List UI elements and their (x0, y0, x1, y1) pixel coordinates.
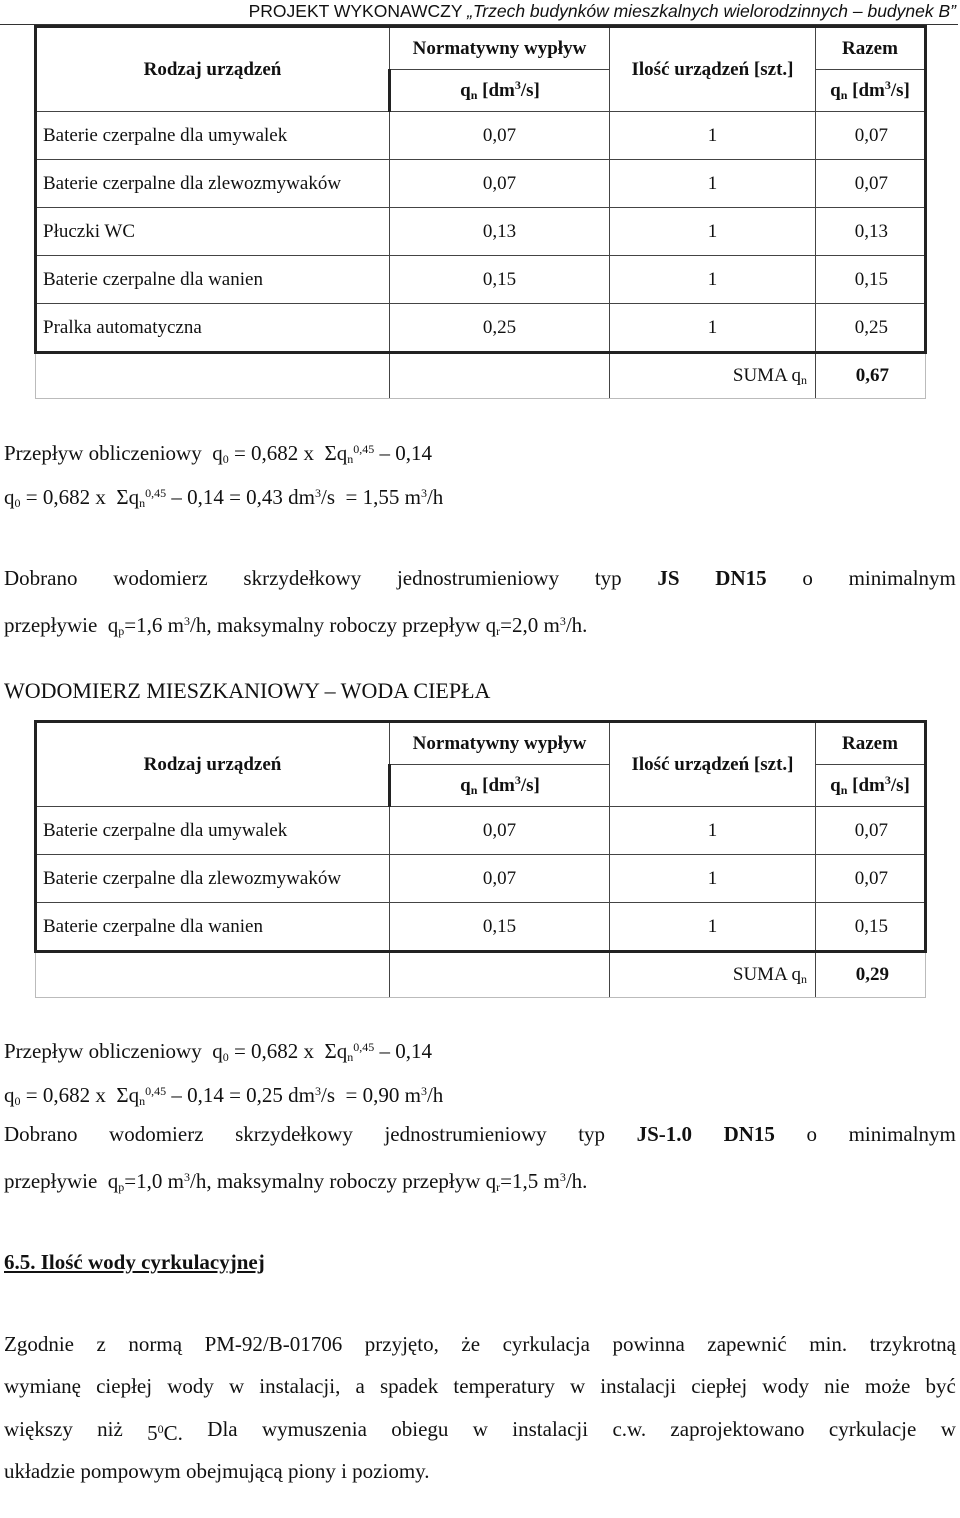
header-total-unit: $q_n$ $[dm^3/s]$ (816, 70, 926, 112)
fixture-total: 0,25 (816, 304, 926, 353)
fixture-name: Baterie czerpalne dla wanien (36, 256, 390, 304)
fixture-flow: 0,07 (390, 112, 610, 160)
fixture-flow: 0,07 (390, 807, 610, 855)
document-header (0, 0, 956, 22)
calc2-result: $q_0 = 0,682$ x $\Sigma q_n^{0,45} - 0,14 = 0,25$ $dm^3/s = 0,90$ $m^3/h$ (4, 1083, 444, 1108)
fixture-flow: 0,15 (390, 256, 610, 304)
fixture-count: 1 (610, 855, 816, 903)
paragraph-line-2: wymianę ciepłej wody w instalacji, a spadek temperatury w instalacji ciepłej wody nie może być (4, 1374, 956, 1398)
header-flow-title: Normatywny wypływ (390, 722, 610, 765)
calc2-meter-line2: przepływie $q_p=1,0$ $m^3/h$, maksymalny roboczy przepływ $q_r=1,5$ $m^3/h$. (4, 1169, 588, 1194)
fixture-total: 0,15 (816, 256, 926, 304)
sum-value: 0,29 (816, 952, 926, 998)
fixture-count: 1 (610, 208, 816, 256)
fixture-total: 0,07 (816, 855, 926, 903)
sum-value: 0,67 (816, 353, 926, 399)
calc1-formula: Przepływ obliczeniowy $q_0 = 0,682$ x $\Sigma q_n^{0,45} - 0,14$ (4, 441, 433, 466)
calc1-meter-line1: Dobrano wodomierz skrzydełkowy jednostrumieniowy typ JS DN15 o minimalnym (4, 566, 956, 590)
sum-blank (36, 952, 390, 998)
section-heading-6-5: 6.5. Ilość wody cyrkulacyjnej (4, 1250, 265, 1274)
table-row (36, 112, 926, 160)
fixtures-table-cold (34, 25, 927, 399)
calc1-meter-line2: przepływie $q_p=1,6$ $m^3/h$, maksymalny roboczy przepływ $q_r=2,0$ $m^3/h$. (4, 613, 588, 638)
sum-blank (390, 353, 610, 399)
table-row (36, 304, 926, 353)
sum-blank (36, 353, 390, 399)
fixture-flow: 0,13 (390, 208, 610, 256)
fixture-flow: 0,07 (390, 855, 610, 903)
header-name: Rodzaj urządzeń (36, 722, 390, 807)
header-name: Rodzaj urządzeń (36, 27, 390, 112)
fixture-flow: 0,07 (390, 160, 610, 208)
header-total-title: Razem (816, 722, 926, 765)
header-title: „Trzech budynków mieszkalnych wielorodzinnych – budynek B” (467, 1, 956, 21)
fixture-total: 0,07 (816, 160, 926, 208)
table-row (36, 903, 926, 952)
paragraph-line-4: układzie pompowym obejmującą piony i poziomy. (4, 1459, 430, 1483)
header-total-title: Razem (816, 27, 926, 70)
sum-row (36, 353, 926, 399)
table-row (36, 208, 926, 256)
sum-label: SUMA $q_n$ (610, 353, 816, 399)
header-prefix: PROJEKT WYKONAWCZY (248, 1, 468, 21)
header-flow-unit: $q_n$ $[dm^3/s]$ (390, 765, 610, 807)
fixture-name: Baterie czerpalne dla umywalek (36, 807, 390, 855)
fixture-count: 1 (610, 903, 816, 952)
fixture-name: Baterie czerpalne dla wanien (36, 903, 390, 952)
fixture-flow: 0,15 (390, 903, 610, 952)
fixture-total: 0,07 (816, 807, 926, 855)
fixture-total: 0,13 (816, 208, 926, 256)
fixture-name: Pralka automatyczna (36, 304, 390, 353)
section-title: WODOMIERZ MIESZKANIOWY – WODA CIEPŁA (4, 678, 491, 703)
fixture-flow: 0,25 (390, 304, 610, 353)
fixture-name: Baterie czerpalne dla umywalek (36, 112, 390, 160)
fixture-total: 0,07 (816, 112, 926, 160)
header-count: Ilość urządzeń [szt.] (610, 27, 816, 112)
fixture-total: 0,15 (816, 903, 926, 952)
header-flow-unit: $q_n$ $[dm^3/s]$ (390, 70, 610, 112)
sum-label: SUMA $q_n$ (610, 952, 816, 998)
table-row (36, 160, 926, 208)
fixtures-table-hot (34, 720, 927, 998)
calc1-result: $q_0 = 0,682$ x $\Sigma q_n^{0,45} - 0,14 = 0,43$ $dm^3/s = 1,55$ $m^3/h$ (4, 485, 444, 510)
table-row (36, 807, 926, 855)
fixture-name: Płuczki WC (36, 208, 390, 256)
fixture-count: 1 (610, 304, 816, 353)
sum-row (36, 952, 926, 998)
fixture-count: 1 (610, 160, 816, 208)
paragraph-line-1: Zgodnie z normą PM-92/B-01706 przyjęto, że cyrkulacja powinna zapewnić min. trzykrotną (4, 1332, 956, 1356)
paragraph-line-3: większy niż $5^0C$. Dla wymuszenia obiegu w instalacji c.w. zaprojektowano cyrkulacje w (4, 1417, 956, 1445)
fixture-name: Baterie czerpalne dla zlewozmywaków (36, 855, 390, 903)
header-total-unit: $q_n$ $[dm^3/s]$ (816, 765, 926, 807)
table-row (36, 256, 926, 304)
fixture-count: 1 (610, 807, 816, 855)
header-flow-title: Normatywny wypływ (390, 27, 610, 70)
calc2-meter-line1: Dobrano wodomierz skrzydełkowy jednostrumieniowy typ JS-1.0 DN15 o minimalnym (4, 1122, 956, 1146)
fixture-name: Baterie czerpalne dla zlewozmywaków (36, 160, 390, 208)
fixture-count: 1 (610, 256, 816, 304)
sum-blank (390, 952, 610, 998)
header-count: Ilość urządzeń [szt.] (610, 722, 816, 807)
calc2-formula: Przepływ obliczeniowy $q_0 = 0,682$ x $\Sigma q_n^{0,45} - 0,14$ (4, 1039, 433, 1064)
table-row (36, 855, 926, 903)
fixture-count: 1 (610, 112, 816, 160)
